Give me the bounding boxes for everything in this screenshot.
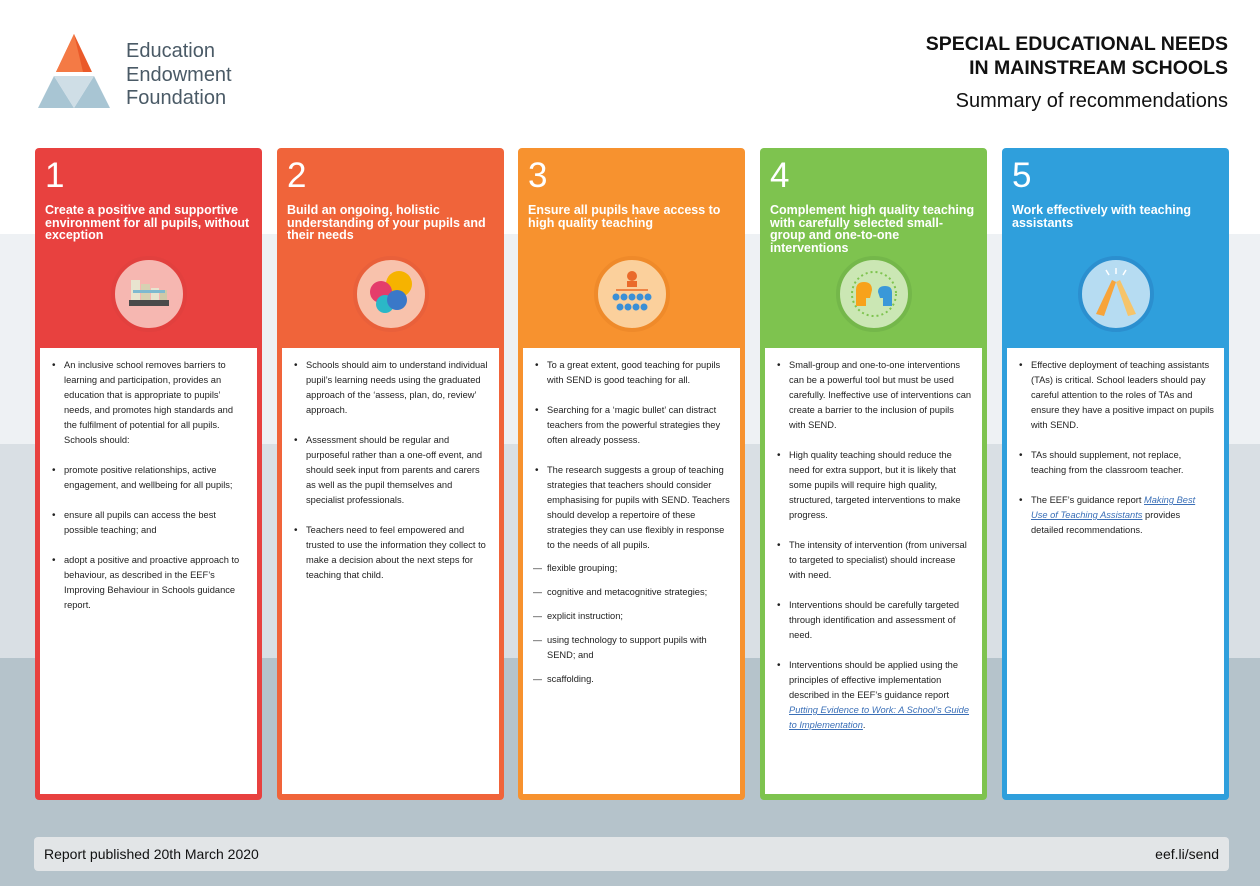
strategy-item: — using technology to support pupils with SEND; and bbox=[533, 633, 730, 663]
footer-bar bbox=[34, 837, 1229, 871]
list-item: • TAs should supplement, not replace, teaching from the classroom teacher. bbox=[1017, 448, 1214, 478]
high-five-icon bbox=[1078, 256, 1154, 332]
recommendation-title: Work effectively with teaching assistants bbox=[1012, 203, 1191, 230]
list-item-end: provides detailed recommendations. bbox=[1031, 510, 1181, 535]
recommendation-body bbox=[40, 348, 257, 794]
heads-icon bbox=[353, 256, 429, 332]
recommendation-body bbox=[523, 348, 740, 794]
list-item: • Effective deployment of teaching assistants (TAs) is critical. School leaders should pay careful attention to the roles of TAs and ensure they have a positive impact on pupils with SEND. bbox=[1017, 358, 1214, 433]
list-item: • An inclusive school removes barriers to learning and participation, provides an education that is appropriate to pupils’ needs, and promotes high standards and the fulfilment of potential for all pupils. Schools should: bbox=[50, 358, 247, 448]
recommendation-number: 4 bbox=[770, 156, 790, 195]
recommendation-body bbox=[1007, 348, 1224, 794]
page-title-line-1: SPECIAL EDUCATIONAL NEEDS bbox=[925, 33, 1228, 55]
strategy-item: — scaffolding. bbox=[533, 672, 730, 687]
implementation-guide-link[interactable]: Putting Evidence to Work: A School’s Guide to Implementation bbox=[789, 705, 970, 730]
list-item bbox=[775, 658, 972, 733]
report-url-link[interactable]: eef.li/send bbox=[1155, 846, 1219, 862]
recommendation-card-1 bbox=[35, 148, 262, 800]
list-item: • ensure all pupils can access the best possible teaching; and bbox=[50, 508, 247, 538]
recommendation-card-5 bbox=[1002, 148, 1229, 800]
logo-line-1: Education bbox=[126, 40, 215, 62]
list-item: • The intensity of intervention (from universal to targeted to specialist) should increase with need. bbox=[775, 538, 972, 583]
recommendation-card-4 bbox=[760, 148, 987, 800]
strategy-item: — explicit instruction; bbox=[533, 609, 730, 624]
recommendation-title: Build an ongoing, holistic understanding of your pupils and their needs bbox=[287, 203, 486, 242]
page-title-line-2: IN MAINSTREAM SCHOOLS bbox=[969, 57, 1228, 79]
recommendation-title: Ensure all pupils have access to high quality teaching bbox=[528, 203, 721, 230]
eef-logo[interactable] bbox=[36, 34, 276, 114]
recommendation-number: 2 bbox=[287, 156, 307, 195]
recommendation-number: 5 bbox=[1012, 156, 1032, 195]
recommendation-title: Create a positive and supportive environment for all pupils, without exception bbox=[45, 203, 250, 242]
list-item: • Searching for a ‘magic bullet’ can distract teachers from the powerful strategies they often already possess. bbox=[533, 403, 730, 448]
list-item: • Teachers need to feel empowered and trusted to use the information they collect to make a decision about the next steps for teaching that child. bbox=[292, 523, 489, 583]
list-item: • Schools should aim to understand individual pupil’s learning needs using the graduated approach of the ‘assess, plan, do, review’ approach. bbox=[292, 358, 489, 418]
logo-line-2: Endowment bbox=[126, 63, 232, 86]
teacher-class-icon bbox=[594, 256, 670, 332]
logo-line-3: Foundation bbox=[126, 87, 227, 109]
list-item-text: The EEF’s guidance report bbox=[1031, 495, 1142, 505]
recommendation-title: Complement high quality teaching with carefully selected small-group and one-to-one interventions bbox=[770, 203, 975, 255]
list-item bbox=[1017, 493, 1214, 538]
list-item: • Small-group and one-to-one interventions can be a powerful tool but must be used carefully. Ineffective use of interventions can create a barrier to the inclusion of pupils with SEND. bbox=[775, 358, 972, 433]
list-item-text: Interventions should be applied using the principles of effective implementation described in the EEF’s guidance report bbox=[789, 660, 959, 700]
recommendation-number: 3 bbox=[528, 156, 548, 195]
teaching-assistants-guide-link[interactable]: Making Best Use of Teaching Assistants bbox=[1031, 495, 1196, 520]
published-date: Report published 20th March 2020 bbox=[44, 846, 259, 862]
recommendation-body bbox=[282, 348, 499, 794]
eef-triangle-logo-icon bbox=[36, 34, 116, 110]
strategy-item: — flexible grouping; bbox=[533, 561, 730, 576]
list-item: • promote positive relationships, active engagement, and wellbeing for all pupils; bbox=[50, 463, 247, 493]
list-item-end: . bbox=[862, 720, 866, 730]
strategy-item: — cognitive and metacognitive strategies; bbox=[533, 585, 730, 600]
list-item: • Interventions should be carefully targeted through identification and assessment of need. bbox=[775, 598, 972, 643]
page-title bbox=[926, 32, 1228, 80]
list-item: • Assessment should be regular and purposeful rather than a one-off event, and should seek input from parents and carers as well as the pupil themselves and specialist professionals. bbox=[292, 433, 489, 508]
list-item: • adopt a positive and proactive approach to behaviour, as described in the EEF’s Improving Behaviour in Schools guidance report. bbox=[50, 553, 247, 613]
logo-wordmark bbox=[126, 40, 232, 111]
conversation-icon bbox=[836, 256, 912, 332]
list-item: • To a great extent, good teaching for pupils with SEND is good teaching for all. bbox=[533, 358, 730, 388]
recommendation-card-3 bbox=[518, 148, 745, 800]
list-item: • High quality teaching should reduce the need for extra support, but it is likely that some pupils will require high quality, structured, targeted interventions to make progress. bbox=[775, 448, 972, 523]
page-subtitle: Summary of recommendations bbox=[955, 90, 1228, 112]
recommendation-body bbox=[765, 348, 982, 794]
recommendation-number: 1 bbox=[45, 156, 65, 195]
recommendation-card-2 bbox=[277, 148, 504, 800]
list-item: • The research suggests a group of teaching strategies that teachers should consider emphasising for pupils with SEND. Teachers should develop a repertoire of these strategies they can use flexibly in response to the needs of all pupils. bbox=[533, 463, 730, 553]
classroom-icon bbox=[111, 256, 187, 332]
